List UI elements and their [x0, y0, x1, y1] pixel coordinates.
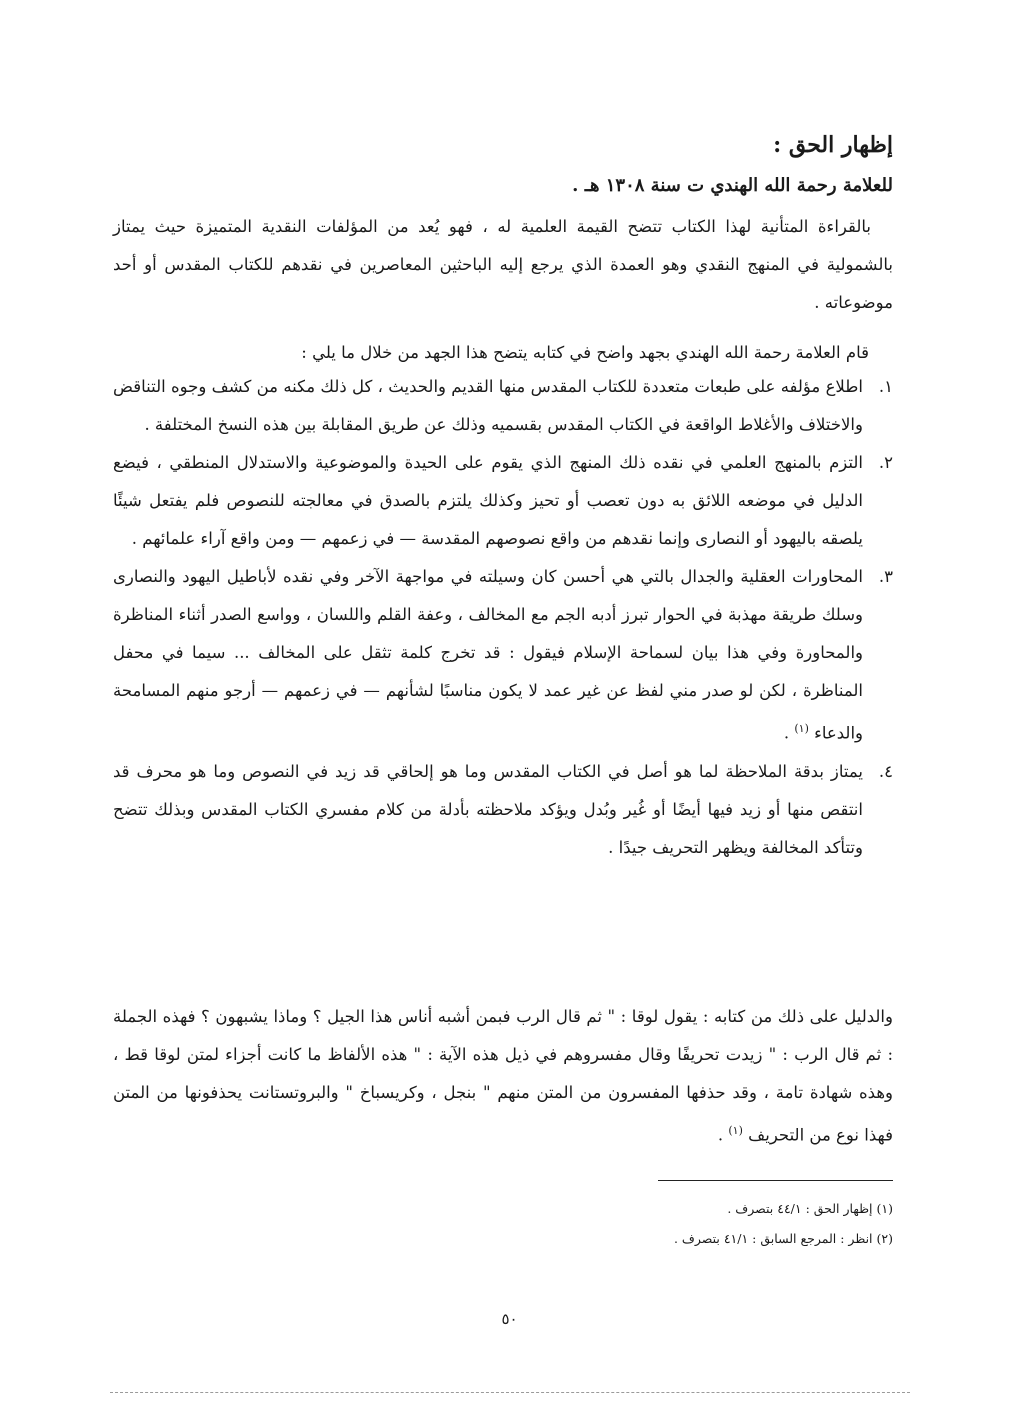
evidence-text: والدليل على ذلك من كتابه : يقول لوقا : " ثم قال الرب فبمن أشبه أناس هذا الجيل ؟ وماذا يشبهون ؟ فهذه الجملة : ثم قال الرب : " زيدت تحريفًا وقال مفسروهم في ذيل هذه الآية : " هذه الألفاظ ما كانت أجزاء لمتن لوقا قط ، وهذه شهادة تامة ، وقد حذفها المفسرون من المتن منهم " بنجل ، وكريسباخ " والبروتستانت يحذفونها من المتن فهذا نوع من التحريف	[113, 1007, 893, 1145]
list-item	[113, 368, 893, 444]
page-number: ٥٠	[501, 1310, 518, 1328]
book-title: إظهار الحق :	[773, 132, 893, 158]
footnote-1: (١) إظهار الحق : ٤٤/١ بتصرف .	[727, 1201, 893, 1216]
item-text: المحاورات العقلية والجدال بالتي هي أحسن كان وسيلته في مواجهة الآخر وفي نقده لأباطيل اليهود والنصارى وسلك طريقة مهذبة في الحوار تبرز أدبه الجم مع المخالف ، وعفة القلم واللسان ، وواسع الصدر أثناء المناظرة والمحاورة وفي هذا بيان لسماحة الإسلام فيقول : قد تخرج كلمة تثقل على المخالف ... سيما في محفل المناظرة ، لكن لو صدر مني لفظ عن غير عمد لا يكون مناسبًا لشأنهم — في زعمهم — أرجو منهم المسامحة والدعاء	[113, 567, 863, 743]
item-text: يمتاز بدقة الملاحظة لما هو أصل في الكتاب المقدس وما هو إلحاقي قد زيد في النصوص وما هو محرف قد انتقص منها أو زيد فيها أيضًا أو غُير وبُدل ويؤكد ملاحظته بأدلة من كلام مفسري الكتاب المقدس وبذلك تتضح وتتأكد المخالفة ويظهر التحريف جيدًا .	[113, 761, 863, 857]
list-item	[113, 753, 893, 867]
item-text-wrapper	[113, 558, 863, 753]
footnote-ref: (١)	[794, 722, 809, 735]
item-number: ٣.	[878, 567, 893, 586]
item-text: التزم بالمنهج العلمي في نقده ذلك المنهج الذي يقوم على الحيدة والموضوعية والاستدلال المنطقي ، فيضع الدليل في موضعه اللائق به دون تعصب أو تحيز وكذلك يلتزم بالصدق في معالجته للنصوص فلم يفتعل شيئًا يلصقه باليهود أو النصارى وإنما نقدهم من واقع نصوصهم المقدسة — في زعمهم — ومن واقع آراء علمائهم .	[113, 453, 863, 548]
evidence-text-wrapper	[113, 998, 893, 1155]
item-number: ٤.	[878, 761, 893, 781]
footnotes	[113, 1194, 893, 1254]
lead-paragraph: قام العلامة رحمة الله الهندي بجهد واضح في كتابه يتضح هذا الجهد من خلال ما يلي :	[301, 343, 869, 362]
footnote-ref: (١)	[728, 1124, 743, 1137]
scan-edge-line	[110, 1392, 910, 1393]
footnote-divider	[658, 1180, 893, 1181]
author-line: للعلامة رحمة الله الهندي ت سنة ١٣٠٨ هـ .	[572, 175, 893, 196]
list-item	[113, 558, 893, 753]
evidence-paragraph	[113, 998, 893, 1155]
intro-paragraph	[113, 208, 893, 322]
list-item	[113, 444, 893, 558]
item-number: ١.	[878, 377, 893, 396]
contributions-list	[113, 368, 893, 867]
item-tail: .	[783, 723, 795, 743]
intro-text: بالقراءة المتأنية لهذا الكتاب تتضح القيمة العلمية له ، فهو يُعد من المؤلفات النقدية المتميزة حيث يمتاز بالشمولية في المنهج النقدي وهو العمدة الذي يرجع إليه الباحثين المعاصرين في نقدهم للكتاب المقدس أو أحد موضوعاته .	[113, 217, 893, 312]
item-text: اطلاع مؤلفه على طبعات متعددة للكتاب المقدس منها القديم والحديث ، كل ذلك مكنه من كشف وجوه التناقض والاختلاف والأغلاط الواقعة في الكتاب المقدس بقسميه وذلك عن طريق المقابلة بين هذه النسخ المختلفة .	[113, 377, 863, 434]
footnote-2: (٢) انظر : المرجع السابق : ٤١/١ بتصرف .	[673, 1231, 893, 1246]
evidence-tail: .	[717, 1125, 729, 1145]
item-number: ٢.	[878, 453, 893, 472]
